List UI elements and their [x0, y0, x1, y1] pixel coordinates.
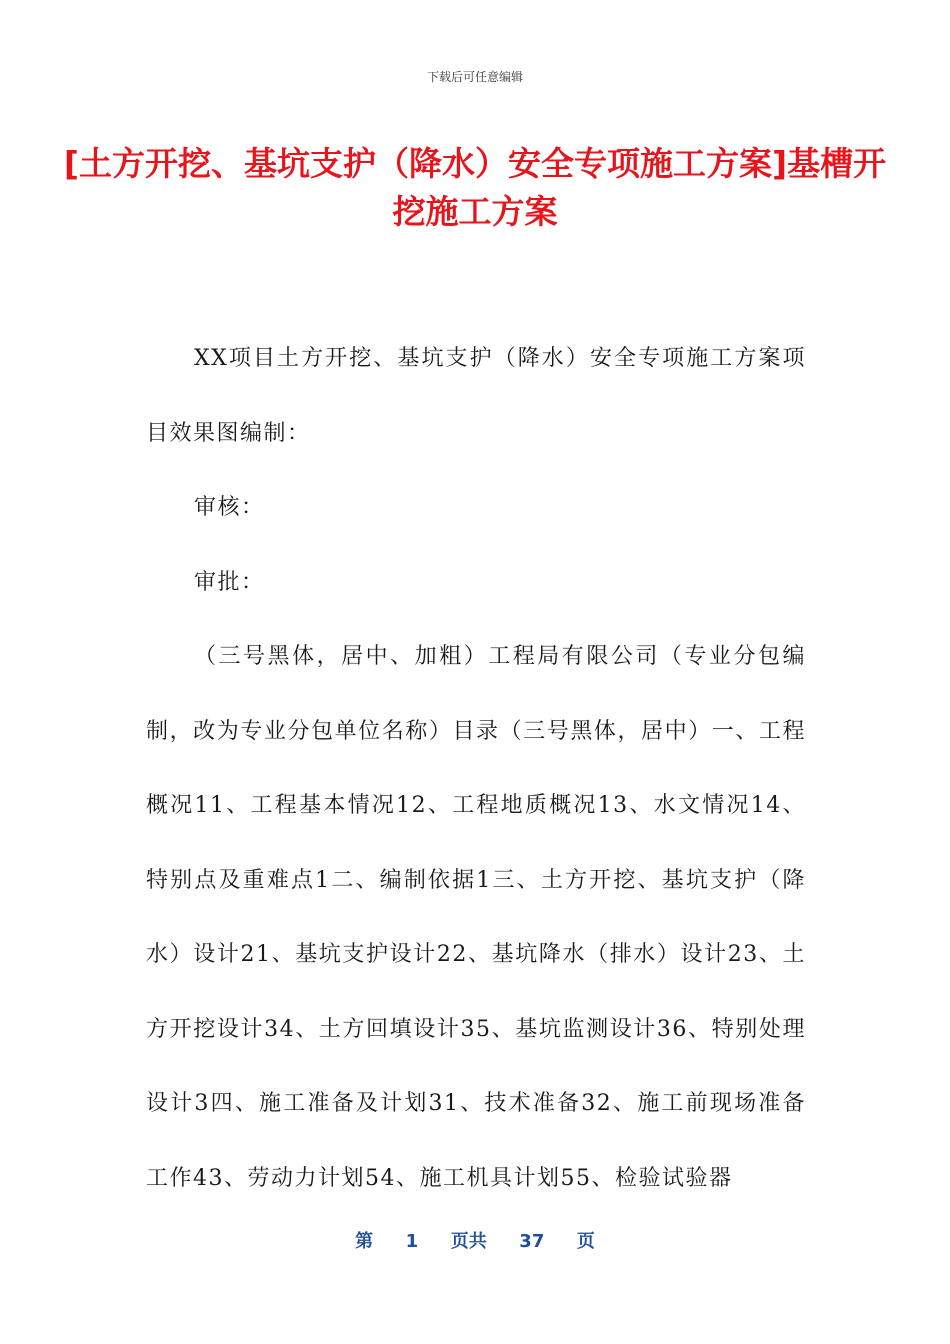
document-title: [土方开挖、基坑支护（降水）安全专项施工方案]基槽开挖施工方案 — [63, 144, 887, 231]
footer-prefix: 第 — [355, 1231, 374, 1252]
page-footer — [0, 1227, 950, 1253]
footer-suffix: 页 — [576, 1231, 595, 1252]
document-body — [146, 322, 806, 1216]
footer-current-page: 1 — [405, 1231, 419, 1252]
header-note: 下载后可任意编辑 — [426, 70, 523, 84]
footer-middle: 页共 — [450, 1231, 487, 1252]
paragraph-contents: （三号黑体，居中、加粗）工程局有限公司（专业分包编制，改为专业分包单位名称）目录（三号黑体，居中）一、工程概况11、工程基本情况12、工程地质概况13、水文情况14、特别点及重难点1二、编制依据1三、土方开挖、基坑支护（降水）设计21、基坑支护设计22、基坑降水（排水）设计23、土方开挖设计34、土方回填设计35、基坑监测设计36、特别处理设计3四、施工准备及计划31、技术准备32、施工前现场准备工作43、劳动力计划54、施工机具计划55、检验试验器 — [146, 644, 806, 1191]
footer-total-pages: 37 — [519, 1231, 545, 1252]
paragraph-review: 审核： — [194, 495, 265, 520]
paragraph-project: XX项目土方开挖、基坑支护（降水）安全专项施工方案项目效果图编制： — [146, 346, 806, 446]
paragraph-approval: 审批： — [194, 569, 265, 595]
